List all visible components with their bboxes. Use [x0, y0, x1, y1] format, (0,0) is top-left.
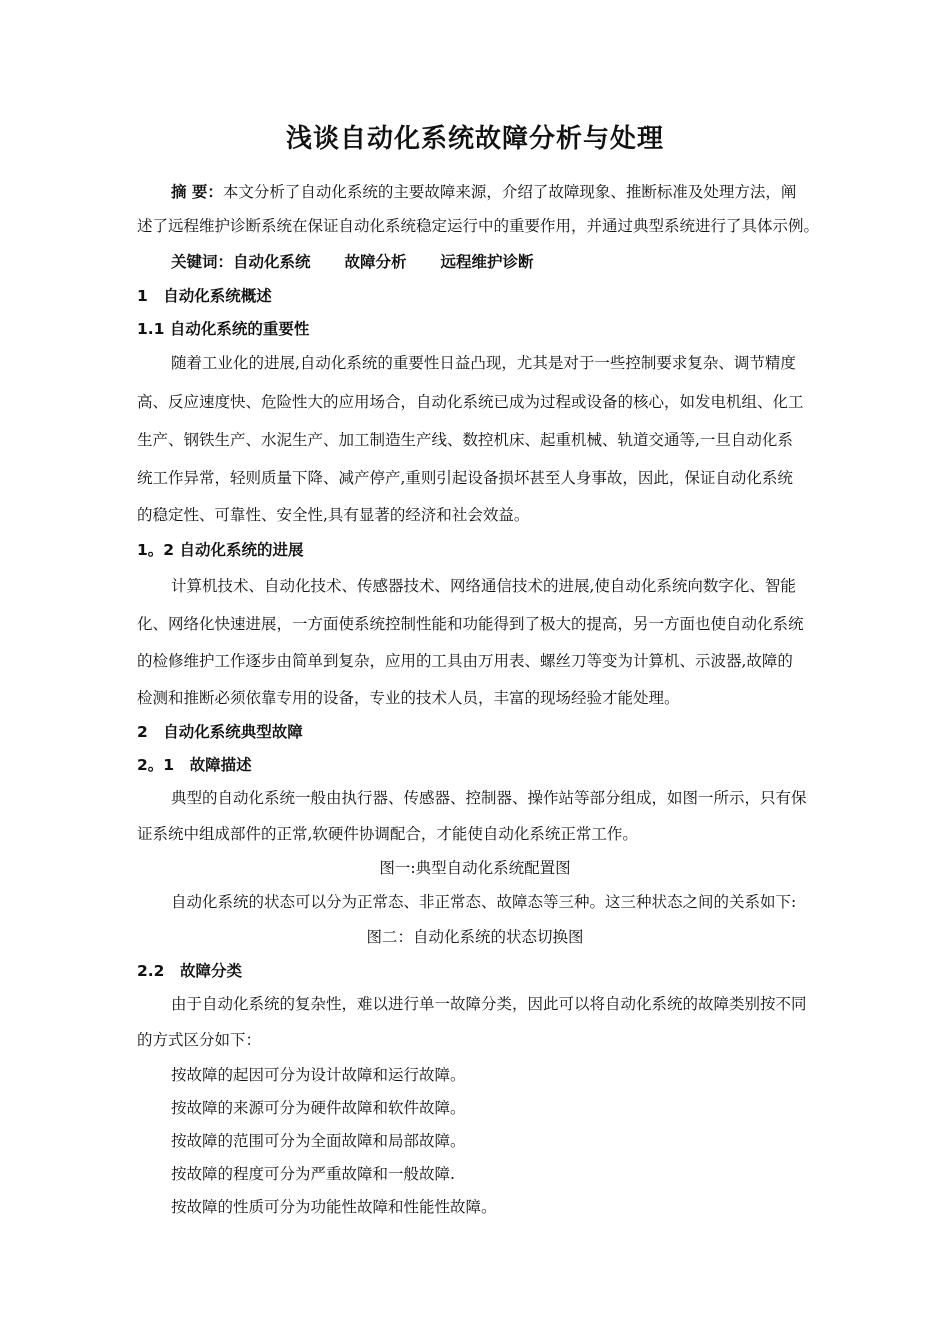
paragraph-line: 由于自动化系统的复杂性，难以进行单一故障分类，因此可以将自动化系统的故障类别按不同 — [171, 995, 807, 1013]
paragraph-line: 自动化系统的状态可以分为正常态、非正常态、故障态等三种。这三种状态之间的关系如下: — [171, 893, 797, 911]
paragraph-line: 计算机技术、自动化技术、传感器技术、网络通信技术的进展,使自动化系统向数字化、智能 — [171, 577, 796, 595]
paragraph-line: 的稳定性、可靠性、安全性,具有显著的经济和社会效益。 — [137, 506, 530, 524]
paragraph-line: 检测和推断必须依靠专用的设备，专业的技术人员，丰富的现场经验才能处理。 — [137, 689, 680, 707]
keyword-item: 远程维护诊断 — [440, 253, 534, 271]
paragraph-line: 化、网络化快速进展，一方面使系统控制性能和功能得到了极大的提高，另一方面也使自动化系统 — [137, 615, 804, 633]
paragraph-line: 的方式区分如下： — [137, 1031, 262, 1049]
abstract-line-1 — [171, 180, 796, 202]
paragraph-line: 证系统中组成部件的正常,软硬件协调配合，才能使自动化系统正常工作。 — [137, 825, 638, 843]
abstract-text-1: 本文分析了自动化系统的主要故障来源，介绍了故障现象、推断标准及处理方法，阐 — [222, 183, 797, 201]
list-item: 按故障的来源可分为硬件故障和软件故障。 — [171, 1099, 466, 1117]
section-heading-2-1: 2。1 故障描述 — [137, 756, 252, 774]
document-title: 浅谈自动化系统故障分析与处理 — [285, 124, 664, 154]
keyword-item: 故障分析 — [344, 253, 407, 271]
figure-caption-2: 图二：自动化系统的状态切换图 — [366, 928, 584, 946]
section-heading-1: 1 自动化系统概述 — [137, 287, 272, 305]
keywords-line — [171, 250, 534, 272]
paragraph-line: 生产、钢铁生产、水泥生产、加工制造生产线、数控机床、起重机械、轨道交通等,一旦自动化系 — [137, 431, 793, 449]
list-item: 按故障的程度可分为严重故障和一般故障. — [171, 1165, 455, 1183]
paragraph-line: 随着工业化的进展,自动化系统的重要性日益凸现，尤其是对于一些控制要求复杂、调节精度 — [171, 354, 796, 372]
section-heading-2-2: 2.2 故障分类 — [137, 962, 242, 980]
section-heading-2: 2 自动化系统典型故障 — [137, 723, 303, 741]
section-heading-1-1: 1.1 自动化系统的重要性 — [137, 320, 310, 338]
abstract-label: 摘 要： — [171, 183, 223, 201]
keyword-item: 自动化系统 — [233, 253, 311, 271]
figure-caption-1: 图一:典型自动化系统配置图 — [379, 859, 571, 877]
paragraph-line: 统工作异常，轻则质量下降、减产停产,重则引起设备损坏甚至人身事故，因此，保证自动化系统 — [137, 469, 793, 487]
keywords-label: 关键词： — [171, 253, 234, 271]
section-heading-1-2: 1。2 自动化系统的进展 — [137, 541, 304, 559]
abstract-line-2: 述了远程维护诊断系统在保证自动化系统稳定运行中的重要作用，并通过典型系统进行了具体示例。 — [137, 217, 820, 235]
paragraph-line: 的检修维护工作逐步由简单到复杂，应用的工具由万用表、螺丝刀等变为计算机、示波器,故障的 — [137, 652, 793, 670]
list-item: 按故障的起因可分为设计故障和运行故障。 — [171, 1066, 466, 1084]
list-item: 按故障的性质可分为功能性故障和性能性故障。 — [171, 1198, 497, 1216]
paragraph-line: 典型的自动化系统一般由执行器、传感器、控制器、操作站等部分组成，如图一所示，只有保 — [171, 789, 807, 807]
list-item: 按故障的范围可分为全面故障和局部故障。 — [171, 1132, 466, 1150]
paragraph-line: 高、反应速度快、危险性大的应用场合，自动化系统已成为过程或设备的核心，如发电机组、化工 — [137, 393, 804, 411]
